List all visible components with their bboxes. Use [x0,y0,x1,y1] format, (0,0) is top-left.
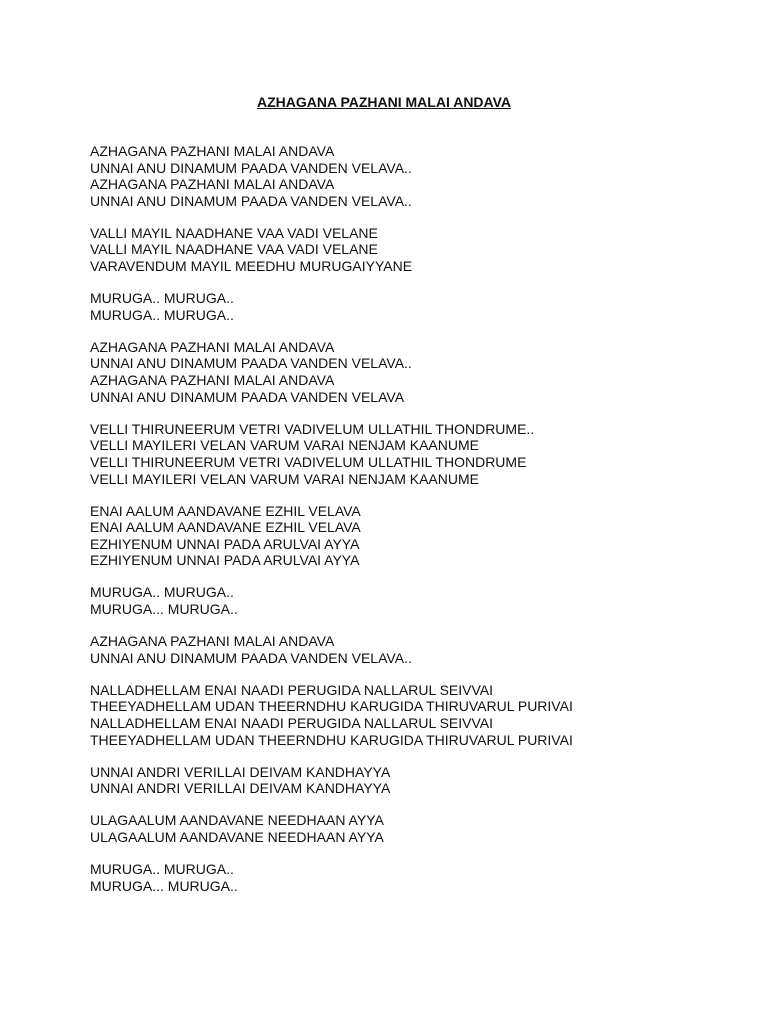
lyric-line: VELLI MAYILERI VELAN VARUM VARAI NENJAM KAANUME [90,437,479,454]
lyric-line: ULAGAALUM AANDAVANE NEEDHAAN AYYA [90,812,384,829]
lyric-line: MURUGA.. MURUGA.. [90,584,234,601]
lyric-line: UNNAI ANDRI VERILLAI DEIVAM KANDHAYYA [90,780,391,797]
stanza [90,225,730,275]
stanza [90,861,730,894]
lyric-line: VARAVENDUM MAYIL MEEDHU MURUGAIYYANE [90,258,413,275]
lyric-line: VALLI MAYIL NAADHANE VAA VADI VELANE [90,224,378,241]
stanza [90,339,730,405]
stanza [90,812,730,845]
stanza [90,682,730,748]
lyric-line: MURUGA... MURUGA.. [90,877,238,894]
lyric-line: UNNAI ANU DINAMUM PAADA VANDEN VELAVA [90,388,405,405]
lyric-line: MURUGA.. MURUGA.. [90,861,234,878]
lyric-line: UNNAI ANU DINAMUM PAADA VANDEN VELAVA.. [90,649,412,666]
stanza [90,421,730,487]
lyric-line: ULAGAALUM AANDAVANE NEEDHAAN AYYA [90,829,384,845]
lyric-line: AZHAGANA PAZHANI MALAI ANDAVA [90,176,335,193]
lyric-line: VELLI THIRUNEERUM VETRI VADIVELUM ULLATHIL THONDRUME.. [90,420,535,437]
stanza [90,143,730,209]
stanza [90,503,730,569]
stanza [90,764,730,797]
lyric-line: MURUGA... MURUGA.. [90,601,238,618]
lyric-line: NALLADHELLAM ENAI NAADI PERUGIDA NALLARUL SEIVVAI [90,715,494,732]
lyric-line: AZHAGANA PAZHANI MALAI ANDAVA [90,338,335,355]
lyric-line: EZHIYENUM UNNAI PADA ARULVAI AYYA [90,535,360,552]
lyric-line: MURUGA.. MURUGA.. [90,290,234,307]
stanza [90,584,730,617]
lyric-line: VALLI MAYIL NAADHANE VAA VADI VELANE [90,241,378,258]
lyric-line: AZHAGANA PAZHANI MALAI ANDAVA [90,372,335,389]
lyric-line: AZHAGANA PAZHANI MALAI ANDAVA [90,633,335,650]
lyric-line: ENAI AALUM AANDAVANE EZHIL VELAVA [90,502,361,519]
lyric-line: VELLI THIRUNEERUM VETRI VADIVELUM ULLATHIL THONDRUME [90,453,527,470]
lyrics-body [90,143,730,910]
lyric-line: UNNAI ANU DINAMUM PAADA VANDEN VELAVA.. [90,355,412,372]
stanza [90,290,730,323]
lyric-line: VELLI MAYILERI VELAN VARUM VARAI NENJAM KAANUME [90,470,479,487]
lyric-line: EZHIYENUM UNNAI PADA ARULVAI AYYA [90,552,360,569]
lyric-line: ENAI AALUM AANDAVANE EZHIL VELAVA [90,519,361,536]
lyric-line: THEEYADHELLAM UDAN THEERNDHU KARUGIDA THIRUVARUL PURIVAI [90,731,573,748]
stanza [90,633,730,666]
lyric-line: AZHAGANA PAZHANI MALAI ANDAVA [90,143,335,159]
lyric-line: UNNAI ANU DINAMUM PAADA VANDEN VELAVA.. [90,192,412,209]
lyric-line: NALLADHELLAM ENAI NAADI PERUGIDA NALLARUL SEIVVAI [90,681,494,698]
lyric-line: THEEYADHELLAM UDAN THEERNDHU KARUGIDA THIRUVARUL PURIVAI [90,698,573,715]
document-title: AZHAGANA PAZHANI MALAI ANDAVA [256,94,512,110]
lyric-line: UNNAI ANDRI VERILLAI DEIVAM KANDHAYYA [90,763,391,780]
lyric-line: MURUGA.. MURUGA.. [90,306,234,323]
lyric-line: UNNAI ANU DINAMUM PAADA VANDEN VELAVA.. [90,159,412,176]
